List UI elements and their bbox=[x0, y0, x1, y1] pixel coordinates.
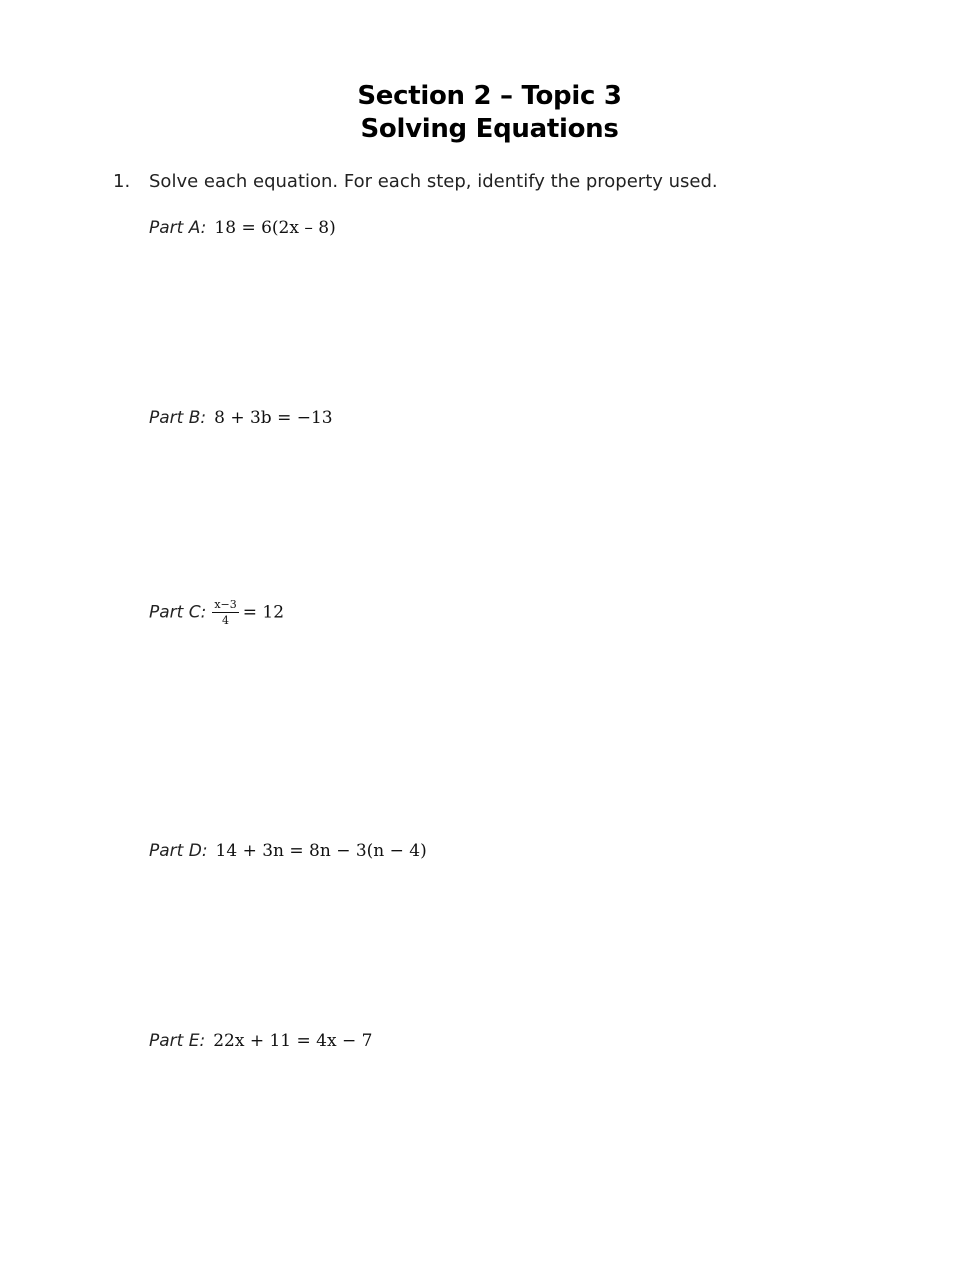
part-d-label: Part D: bbox=[149, 841, 208, 861]
part-a bbox=[149, 216, 336, 240]
part-d-equation: 14 + 3n = 8n − 3(n − 4) bbox=[215, 841, 427, 861]
question-number: 1. bbox=[113, 171, 131, 192]
part-c-equation-rest: = 12 bbox=[242, 602, 285, 623]
part-a-equation: 18 = 6(2x – 8) bbox=[214, 218, 336, 238]
fraction-numerator: x−3 bbox=[214, 598, 237, 611]
part-c bbox=[149, 598, 284, 627]
part-d bbox=[149, 839, 427, 863]
part-b-label: Part B: bbox=[149, 408, 207, 428]
section-title: Section 2 – Topic 3 bbox=[357, 81, 622, 111]
part-c-fraction bbox=[212, 598, 238, 627]
part-a-label: Part A: bbox=[149, 218, 207, 238]
part-e-equation: 22x + 11 = 4x − 7 bbox=[213, 1031, 373, 1051]
fraction-denominator: 4 bbox=[222, 614, 230, 627]
topic-title: Solving Equations bbox=[360, 114, 619, 144]
part-e-label: Part E: bbox=[149, 1031, 206, 1051]
part-e bbox=[149, 1029, 372, 1053]
question-prompt: Solve each equation. For each step, identify the property used. bbox=[149, 171, 718, 192]
page-header bbox=[0, 80, 979, 146]
question-1 bbox=[113, 170, 718, 194]
part-c-label: Part C: bbox=[149, 602, 207, 623]
part-b-equation: 8 + 3b = −13 bbox=[214, 408, 333, 428]
part-b bbox=[149, 406, 333, 430]
